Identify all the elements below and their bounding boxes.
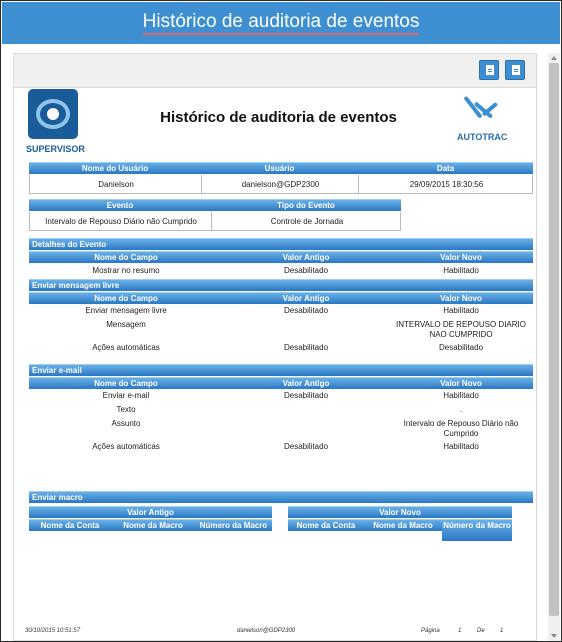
email-field-cell: Assunto <box>111 419 141 428</box>
email-new-cell: Habilitado <box>443 442 479 451</box>
message-field-cell: Mensagem <box>106 320 146 329</box>
title-bar <box>2 2 560 44</box>
section-title-email: Enviar e-mail <box>29 364 533 376</box>
email-field-header: Nome do Campo <box>29 377 223 389</box>
section-title-macro: Enviar macro <box>29 491 533 503</box>
email-field-cell: Texto <box>116 405 136 414</box>
details-field-header: Nome do Campo <box>29 251 223 263</box>
event-header: Evento <box>29 199 211 211</box>
macro-new-account-header: Nome da Conta <box>288 519 364 531</box>
window-title: Histórico de auditoria de eventos <box>2 11 560 33</box>
message-new-cell: INTERVALO DE REPOUSO DIARIO NAO CUMPRIDO <box>396 320 526 339</box>
macro-old-title: Valor Antigo <box>29 506 272 518</box>
report-toolbar <box>14 54 536 88</box>
footer-timestamp: 30/10/2015 10:51:57 <box>25 628 81 634</box>
macro-old-number-header: Número da Macro <box>195 519 272 531</box>
email-new-header: Valor Novo <box>389 377 533 389</box>
date-header: Data <box>358 162 533 174</box>
email-old-header: Valor Antigo <box>223 377 389 389</box>
email-field-cell: Enviar e-mail <box>102 391 150 400</box>
email-new-cell: . <box>459 405 463 414</box>
event-type-cell: Controle de Jornada <box>270 217 344 226</box>
email-new-cell: Intervalo de Repouso Diário não Cumprido <box>403 419 519 438</box>
user-row <box>29 175 533 194</box>
user-header: Usuário <box>201 162 358 174</box>
footer-user: danielson@GDP2300 <box>237 628 296 634</box>
vertical-scrollbar[interactable] <box>548 53 560 641</box>
scroll-down-icon[interactable] <box>551 634 557 638</box>
message-new-cell: Habilitado <box>443 306 479 315</box>
email-old-cell: Desabilitado <box>283 442 329 451</box>
message-old-cell: Desabilitado <box>283 343 329 352</box>
macro-old-name-header: Nome da Macro <box>111 519 195 531</box>
supervisor-logo-label: SUPERVISOR <box>26 144 85 154</box>
message-field-cell: Ações automáticas <box>92 343 160 352</box>
details-field-cell: Mostrar no resumo <box>92 266 160 275</box>
message-new-header: Valor Novo <box>389 292 533 304</box>
event-type-header: Tipo do Evento <box>211 199 401 211</box>
email-field-cell: Ações automáticas <box>92 442 160 451</box>
user-cell: danielson@GDP2300 <box>241 180 320 189</box>
macro-old-account-header: Nome da Conta <box>29 519 111 531</box>
event-row <box>29 212 401 231</box>
details-old-header: Valor Antigo <box>223 251 389 263</box>
supervisor-logo <box>28 89 78 139</box>
email-new-cell: Habilitado <box>443 391 479 400</box>
section-title-details: Detalhes do Evento <box>29 238 533 250</box>
details-new-cell: Habilitado <box>443 266 479 275</box>
scroll-up-icon[interactable] <box>551 56 557 60</box>
pdf-export-icon <box>512 65 520 75</box>
export-pdf-button[interactable] <box>505 60 525 80</box>
email-old-cell: Desabilitado <box>283 391 329 400</box>
user-name-header: Nome do Usuário <box>29 162 201 174</box>
details-new-header: Valor Novo <box>389 251 533 263</box>
footer-page-label: Página <box>421 628 440 634</box>
autotrac-logo-label: AUTOTRAC <box>457 132 508 142</box>
macro-new-title: Valor Novo <box>288 506 512 518</box>
details-old-cell: Desabilitado <box>283 266 329 275</box>
user-name-cell: Danielson <box>98 180 134 189</box>
footer-page-current: 1 <box>458 628 462 634</box>
section-title-message: Enviar mensagem livre <box>29 279 533 291</box>
export-doc-button[interactable] <box>479 60 499 80</box>
date-cell: 29/09/2015 18:30:56 <box>409 180 484 189</box>
report-title: Histórico de auditoria de eventos <box>160 109 397 126</box>
footer-of-label: De <box>477 628 485 634</box>
message-field-header: Nome do Campo <box>29 292 223 304</box>
message-new-cell: Desabilitado <box>438 343 484 352</box>
doc-export-icon <box>486 65 494 75</box>
macro-new-name-header: Nome da Macro <box>364 519 442 531</box>
message-field-cell: Enviar mensagem livre <box>85 306 167 315</box>
event-cell: Intervalo de Repouso Diário não Cumprido <box>45 217 197 226</box>
macro-new-number-header: Número da Macro <box>442 519 512 541</box>
autotrac-logo <box>461 91 505 129</box>
message-old-header: Valor Antigo <box>223 292 389 304</box>
message-old-cell: Desabilitado <box>283 306 329 315</box>
footer-page-total: 1 <box>500 628 504 634</box>
scroll-thumb[interactable] <box>549 63 559 616</box>
